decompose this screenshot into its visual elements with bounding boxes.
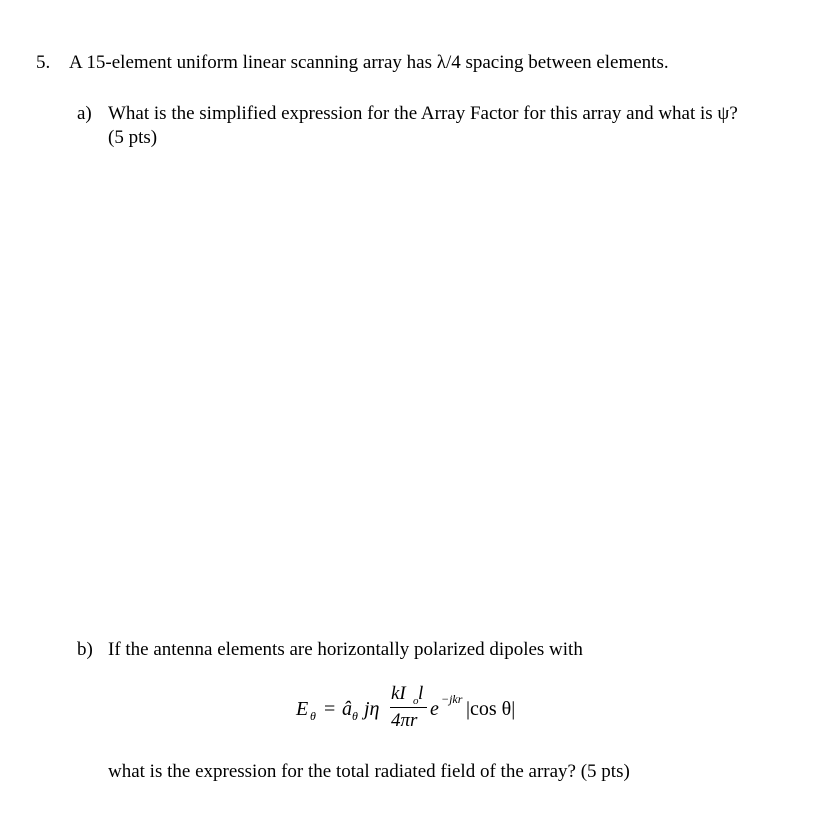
part-b-question: what is the expression for the total radiated field of the array? (5 pts) — [108, 761, 630, 782]
eq-lhs-sub: θ — [310, 709, 316, 723]
eq-numerator: kI — [391, 683, 406, 704]
eq-equals: = — [324, 698, 336, 720]
field-equation — [296, 683, 556, 733]
question-text: A 15-element uniform linear scanning array has λ/4 spacing between elements. — [69, 52, 669, 73]
part-b-label: b) — [77, 639, 93, 660]
part-a-label: a) — [77, 103, 92, 124]
part-a-line-2: (5 pts) — [108, 127, 158, 148]
question-number: 5. — [36, 52, 51, 73]
fraction-bar — [390, 707, 427, 708]
eq-numerator-sub: o — [413, 695, 419, 707]
eq-numerator-tail: l — [418, 683, 424, 704]
eq-exp-base: e — [430, 698, 439, 720]
part-a-line-1: What is the simplified expression for the Array Factor for this array and what is ψ? — [108, 103, 738, 124]
part-b-intro: If the antenna elements are horizontally polarized dipoles with — [108, 639, 583, 660]
eq-factor: jη — [364, 698, 380, 720]
eq-unit-vector: â — [342, 698, 352, 720]
eq-denominator: 4πr — [391, 710, 418, 731]
eq-abs-term: |cos θ| — [466, 698, 516, 720]
eq-unit-sub: θ — [352, 709, 358, 723]
eq-lhs: E — [296, 698, 309, 720]
eq-exp-power: −jkr — [441, 692, 463, 706]
